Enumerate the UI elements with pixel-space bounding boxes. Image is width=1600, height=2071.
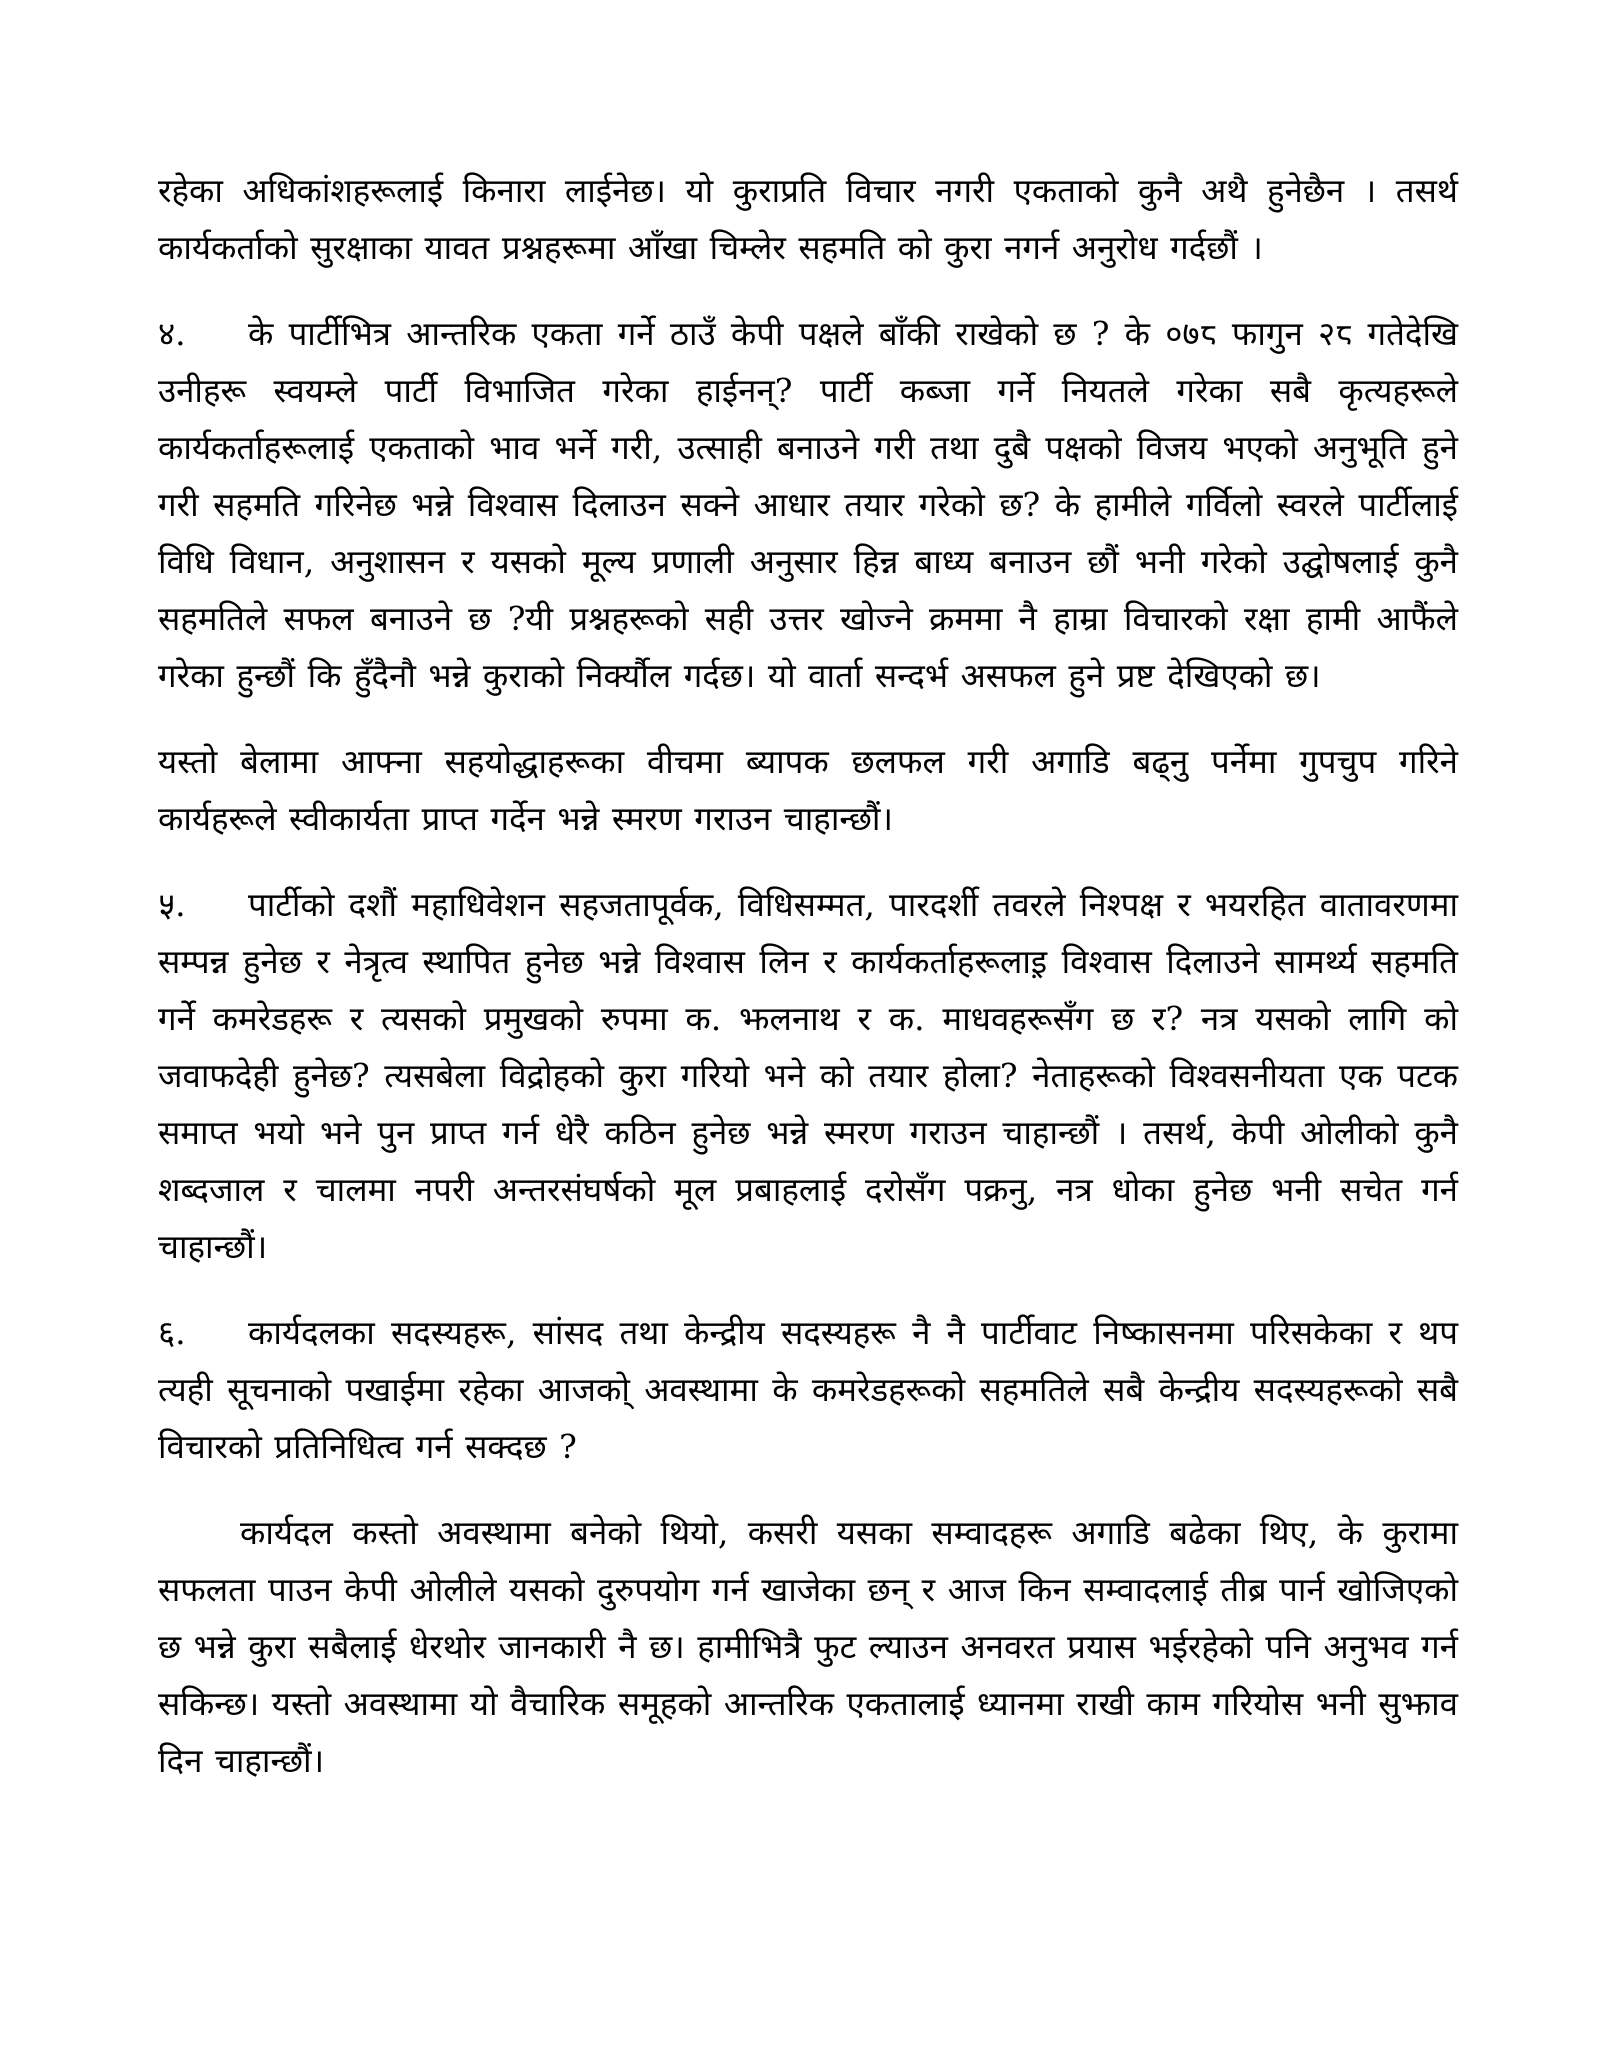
paragraph-text: कार्यदलका सदस्यहरू, सांसद तथा केन्द्रीय सदस्यहरू नै नै पार्टीवाट निष्कासनमा परिसकेका र थप त्यही सूचनाको पखाईमा रहेका आजको् अवस्थामा के कमरेडहरूको सहमतिले सबै केन्द्रीय सदस्यहरूको सबै विचारको प्रतिनिधित्व गर्न सक्दछ ? <box>158 1313 1458 1466</box>
paragraph-number: ६. <box>158 1313 186 1352</box>
paragraph-text: के पार्टीभित्र आन्तरिक एकता गर्ने ठाउँ केपी पक्षले बाँकी राखेको छ ? के ०७८ फागुन २८ गतेदेखि उनीहरू स्वयम्ले पार्टी विभाजित गरेका हाईनन्? पार्टी कब्जा गर्ने नियतले गरेका सबै कृत्यहरूले कार्यकर्ताहरूलाई एकताको भाव भर्ने गरी, उत्साही बनाउने गरी तथा दुबै पक्षको विजय भएको अनुभूति हुने गरी सहमति गरिनेछ भन्ने विश्वास दिलाउन सक्ने आधार तयार गरेको छ? के हामीले गर्विलो स्वरले पार्टीलाई विधि विधान, अनुशासन र यसको मूल्य प्रणाली अनुसार हिन्न बाध्य बनाउन छौं भनी गरेको उद्घोषलाई कुनै सहमतिले सफल बनाउने छ ?यी प्रश्नहरूको सही उत्तर खोज्ने क्रममा नै हाम्रा विचारको रक्षा हामी आफैंले गरेका हुन्छौं कि हुँदैनौ भन्ने कुराको निर्क्यौल गर्दछ। यो वार्ता सन्दर्भ असफल हुने प्रष्ट देखिएको छ। <box>158 314 1458 695</box>
paragraph <box>158 733 1458 847</box>
paragraph-text: कार्यदल कस्तो अवस्थामा बनेको थियो, कसरी यसका सम्वादहरू अगाडि बढेका थिए, के कुरामा सफलता पाउन केपी ओलीले यसको दुरुपयोग गर्न खाजेका छन् र आज किन सम्वादलाई तीब्र पार्न खोजिएको छ भन्ने कुरा सबैलाई धेरथोर जानकारी नै छ। हामीभित्रै फुट ल्याउन अनवरत प्रयास भईरहेको पनि अनुभव गर्न सकिन्छ। यस्तो अवस्थामा यो वैचारिक समूहको आन्तरिक एकतालाई ध्यानमा राखी काम गरियोस भनी सुझाव दिन चाहान्छौं। <box>158 1513 1458 1780</box>
paragraph <box>158 305 1458 704</box>
paragraph-text: रहेका अधिकांशहरूलाई किनारा लाईनेछ। यो कुराप्रति विचार नगरी एकताको कुनै अथै हुनेछैन । तसर्थ कार्यकर्ताको सुरक्षाका यावत प्रश्नहरूमा आँखा चिम्लेर सहमति को कुरा नगर्न अनुरोध गर्दछौं । <box>158 171 1458 267</box>
paragraph-text: पार्टीको दशौं महाधिवेशन सहजतापूर्वक, विधिसम्मत, पारदर्शी तवरले निश्पक्ष र भयरहित वातावरणमा सम्पन्न हुनेछ र नेत्रृत्व स्थापित हुनेछ भन्ने विश्वास लिन र कार्यकर्ताहरूलाइ़ विश्वास दिलाउने सामर्थ्य सहमति गर्ने कमरेडहरू र त्यसको प्रमुखको रुपमा क. झलनाथ र क. माधवहरूसँग छ र? नत्र यसको लागि को जवाफदेही हुनेछ? त्यसबेला विद्रोहको कुरा गरियो भने को तयार होला? नेताहरूको विश्वसनीयता एक पटक समाप्त भयो भने पुन प्राप्त गर्न धेरै कठिन हुनेछ भन्ने स्मरण गराउन चाहान्छौं । तसर्थ, केपी ओलीको कुनै शब्दजाल र चालमा नपरी अन्तरसंघर्षको मूल प्रबाहलाई दरोसँग पक्रनु, नत्र धोका हुनेछ भनी सचेत गर्न चाहान्छौं। <box>158 885 1458 1266</box>
paragraph-number: ४. <box>158 314 186 353</box>
paragraph <box>158 1304 1458 1475</box>
paragraph <box>158 162 1458 276</box>
paragraph-number: ५. <box>158 885 186 924</box>
paragraph-text: यस्तो बेलामा आफ्ना सहयोद्धाहरूका वीचमा ब्यापक छलफल गरी अगाडि बढ्नु पर्नेमा गुपचुप गरिने कार्यहरूले स्वीकार्यता प्राप्त गर्देन भन्ने स्मरण गराउन चाहान्छौं। <box>158 742 1458 838</box>
paragraph <box>158 876 1458 1275</box>
paragraph <box>158 1504 1458 1789</box>
